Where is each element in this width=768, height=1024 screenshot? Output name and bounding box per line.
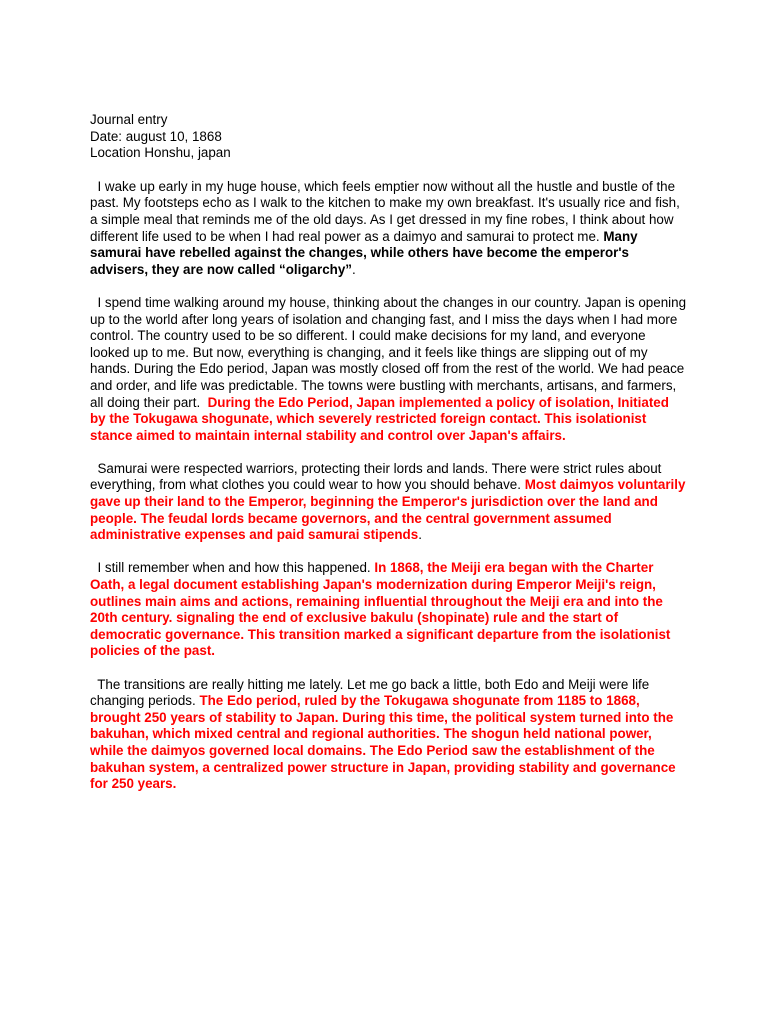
journal-location: Location Honshu, japan	[90, 145, 231, 161]
paragraph-walking	[90, 295, 688, 444]
paragraph-tail: .	[418, 527, 422, 543]
paragraph-bold-text: Many samurai have rebelled against the changes, while others have become the emperor's advisers, they are now called “oligarchy”	[90, 228, 638, 277]
journal-date: Date: august 10, 1868	[90, 128, 222, 144]
paragraph-wake-up	[90, 179, 688, 279]
paragraph-highlight-text: In 1868, the Meiji era began with the Charter Oath, a legal document establishing Japan's modernization during Emperor Meiji's reign, outlines main aims and actions, remaining influential throughout the Meiji era and into the 20th century. signaling the end of exclusive bakulu (shopinate) rule and the start of democratic governance. This transition marked a significant departure from the isolationist policies of the past.	[90, 560, 671, 659]
journal-title: Journal entry	[90, 112, 168, 127]
paragraph-highlight-text: During the Edo Period, Japan implemented a policy of isolation, Initiated by the Tokugawa shogunate, which severely restricted foreign contact. This isolationist stance aimed to maintain internal stability and control over Japan's affairs.	[90, 394, 669, 443]
paragraph-text: I still remember when and how this happened.	[97, 560, 375, 576]
paragraph-text: I spend time walking around my house, thinking about the changes in our country. Japan is opening up to the world after long years of isolation and changing fast, and I miss the days when I had more control. The country used to be so different. I could make decisions for my land, and everyone looked up to me. But now, everything is changing, and it feels like things are slipping out of my hands. During the Edo period, Japan was mostly closed off from the rest of the world. We had peace and order, and life was predictable. The towns were bustling with merchants, artisans, and farmers, all doing their part.	[90, 294, 690, 410]
paragraph-tail: .	[351, 261, 356, 277]
paragraph-text: Samurai were respected warriors, protecting their lords and lands. There were strict rules about everything, from what clothes you could wear to how you should behave.	[90, 460, 662, 493]
paragraph-text: The transitions are really hitting me lately. Let me go back a little, both Edo and Meiji were life changing periods.	[90, 676, 650, 709]
journal-page	[90, 112, 688, 809]
paragraph-samurai	[90, 461, 688, 544]
paragraph-text: I wake up early in my huge house, which feels emptier now without all the hustle and bustle of the past. My footsteps echo as I walk to the kitchen to make my own breakfast. It's usually rice and fish, a simple meal that reminds me of the old days. As I get dressed in my fine robes, I think about how different life used to be when I had real power as a daimyo and samurai to protect me.	[90, 178, 680, 244]
journal-header	[90, 112, 688, 162]
paragraph-remember	[90, 560, 688, 660]
paragraph-highlight-text: The Edo period, ruled by the Tokugawa shogunate from 1185 to 1868, brought 250 years of stability to Japan. During this time, the political system turned into the bakuhan, which mixed central and regional authorities. The shogun held national power, while the daimyos governed local domains. The Edo Period saw the establishment of the bakuhan system, a centralized power structure in Japan, providing stability and governance for 250 years.	[90, 693, 676, 792]
paragraph-highlight-text: Most daimyos voluntarily gave up their land to the Emperor, beginning the Emperor's jurisdiction over the land and people. The feudal lords became governors, and the central government assumed administrative expenses and paid samurai stipends	[90, 477, 686, 543]
paragraph-transitions	[90, 677, 688, 793]
